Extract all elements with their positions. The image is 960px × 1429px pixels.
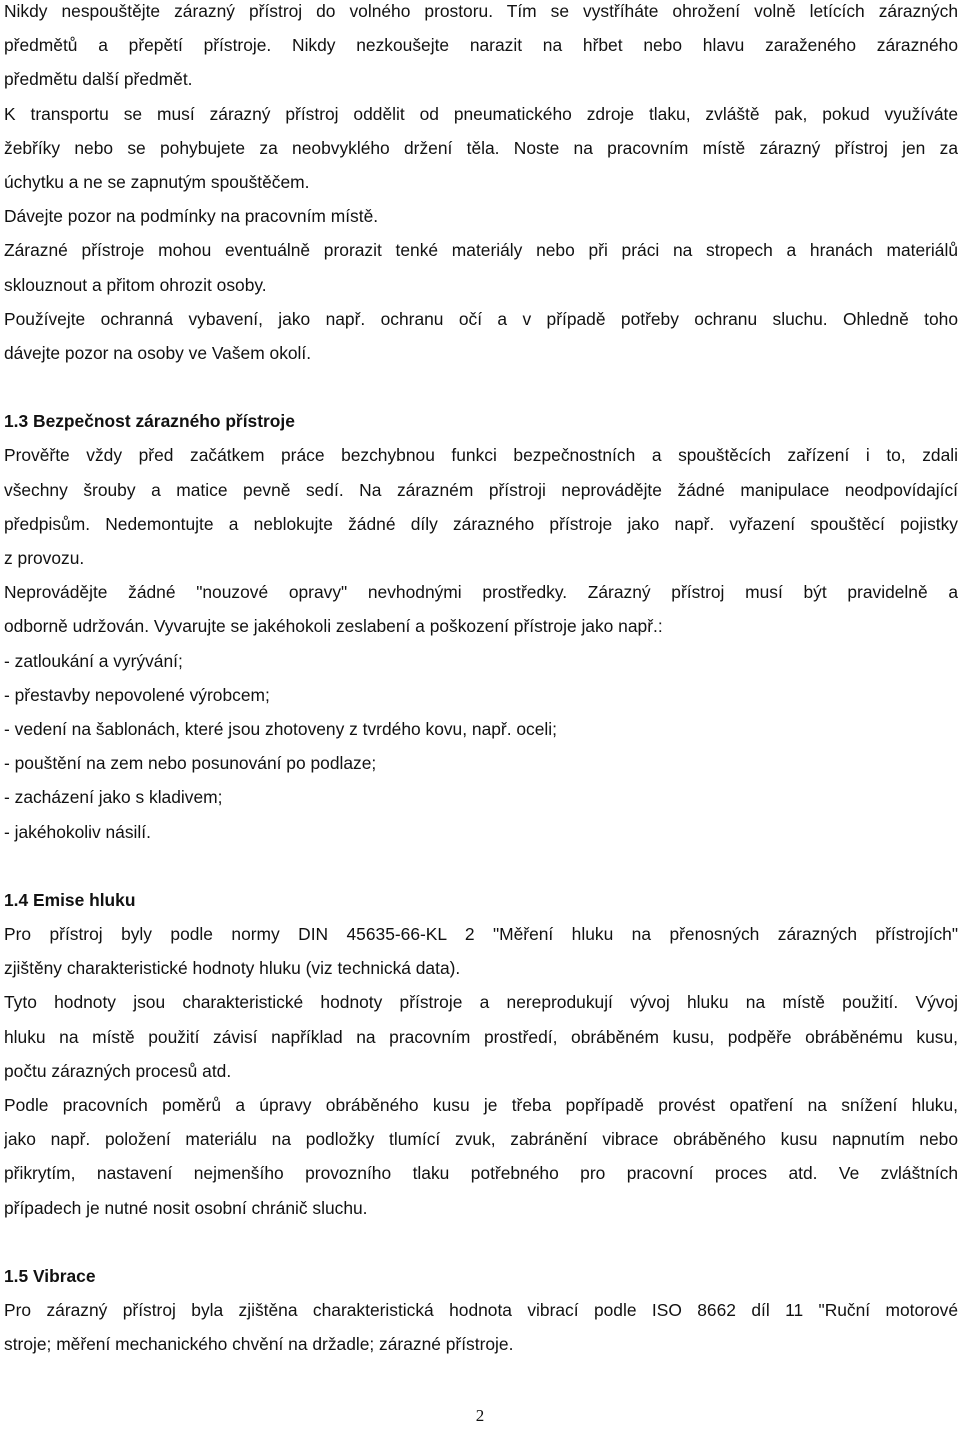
- list-item: - zacházení jako s kladivem;: [4, 787, 223, 808]
- section-spacer: [4, 1225, 958, 1259]
- paragraph-line: dávejte pozor na osoby ve Vašem okolí.: [4, 342, 312, 363]
- paragraph-line: přikrytím, nastavení nejmenšího provozního tlaku potřebného pro pracovní proces atd. Ve zvláštních: [4, 1163, 958, 1184]
- paragraph-line: odborně udržován. Vyvarujte se jakéhokoli zeslabení a poškození přístroje jako např.:: [4, 616, 663, 637]
- paragraph-line: hluku na místě použití závisí například na pracovním prostředí, obráběném kusu, podpěře obráběnému kusu,: [4, 1026, 958, 1047]
- paragraph-line: zjištěny charakteristické hodnoty hluku (viz technická data).: [4, 958, 461, 979]
- paragraph-line: žebříky nebo se pohybujete za neobvyklého držení těla. Noste na pracovním místě zárazný přístroj jen za: [4, 137, 958, 158]
- paragraph-line: Tyto hodnoty jsou charakteristické hodnoty přístroje a nereprodukují vývoj hluku na místě použití. Vývoj: [4, 992, 958, 1013]
- paragraph-line: Pro zárazný přístroj byla zjištěna charakteristická hodnota vibrací podle ISO 8662 díl 11 "Ruční motorové: [4, 1300, 958, 1321]
- paragraph-line: K transportu se musí zárazný přístroj oddělit od pneumatického zdroje tlaku, zvláště pak, pokud využíváte: [4, 103, 958, 124]
- list-item: - zatloukání a vyrývání;: [4, 650, 183, 671]
- paragraph-line: Pro přístroj byly podle normy DIN 45635-66-KL 2 "Měření hluku na přenosných zárazných přístrojích": [4, 924, 958, 945]
- list-item: - vedení na šablonách, které jsou zhotoveny z tvrdého kovu, např. oceli;: [4, 718, 557, 739]
- paragraph-line: Nikdy nespouštějte zárazný přístroj do volného prostoru. Tím se vystříháte ohrožení volně letících zárazných: [4, 1, 958, 21]
- section-heading-1-5: 1.5 Vibrace: [4, 1265, 96, 1286]
- section-spacer: [4, 849, 958, 883]
- paragraph-line: případech je nutné nosit osobní chránič sluchu.: [4, 1197, 368, 1218]
- paragraph-line: předmětu další předmět.: [4, 69, 193, 90]
- paragraph-line: Prověřte vždy před začátkem práce bezchybnou funkci bezpečnostních a spouštěcích zařízení i to, zdali: [4, 445, 958, 466]
- paragraph-line: stroje; měření mechanického chvění na držadle; zárazné přístroje.: [4, 1334, 514, 1355]
- paragraph-line: Neprovádějte žádné "nouzové opravy" nevhodnými prostředky. Zárazný přístroj musí být pravidelně a: [4, 582, 958, 603]
- list-item: - jakéhokoliv násilí.: [4, 821, 151, 842]
- paragraph-line: jako např. položení materiálu na podložky tlumící zvuk, zabránění vibrace obráběného kusu napnutím nebo: [4, 1129, 958, 1150]
- section-heading-1-3: 1.3 Bezpečnost zárazného přístroje: [4, 411, 295, 432]
- paragraph-line: z provozu.: [4, 548, 85, 568]
- paragraph-line: předmětů a přepětí přístroje. Nikdy nezkoušejte narazit na hřbet nebo hlavu zaraženého zárazného: [4, 35, 958, 56]
- paragraph-line: úchytku a ne se zapnutým spouštěčem.: [4, 171, 310, 192]
- paragraph-line: Používejte ochranná vybavení, jako např. ochranu očí a v případě potřeby ochranu sluchu. Ohledně toho: [4, 308, 958, 329]
- paragraph-line: Podle pracovních poměrů a úpravy obráběného kusu je třeba popřípadě provést opatření na snížení hluku,: [4, 1095, 958, 1115]
- paragraph-line: Zárazné přístroje mohou eventuálně prorazit tenké materiály nebo při práci na stropech a hranách materiálů: [4, 240, 958, 261]
- paragraph-line: Dávejte pozor na podmínky na pracovním místě.: [4, 206, 379, 227]
- section-heading-1-4: 1.4 Emise hluku: [4, 889, 136, 910]
- paragraph-line: sklouznout a přitom ohrozit osoby.: [4, 274, 267, 295]
- paragraph-line: předpisům. Nedemontujte a neblokujte žádné díly zárazného přístroje jako např. vyřazení spouštěcí pojistky: [4, 513, 958, 534]
- list-item: - pouštění na zem nebo posunování po podlaze;: [4, 753, 377, 774]
- paragraph-line: počtu zárazných procesů atd.: [4, 1060, 232, 1081]
- list-item: - přestavby nepovolené výrobcem;: [4, 684, 270, 705]
- paragraph-line: všechny šrouby a matice pevně sedí. Na zárazném přístroji neprovádějte žádné manipulace neodpovídající: [4, 479, 958, 500]
- page-number: 2: [475, 1406, 485, 1425]
- section-spacer: [4, 370, 958, 404]
